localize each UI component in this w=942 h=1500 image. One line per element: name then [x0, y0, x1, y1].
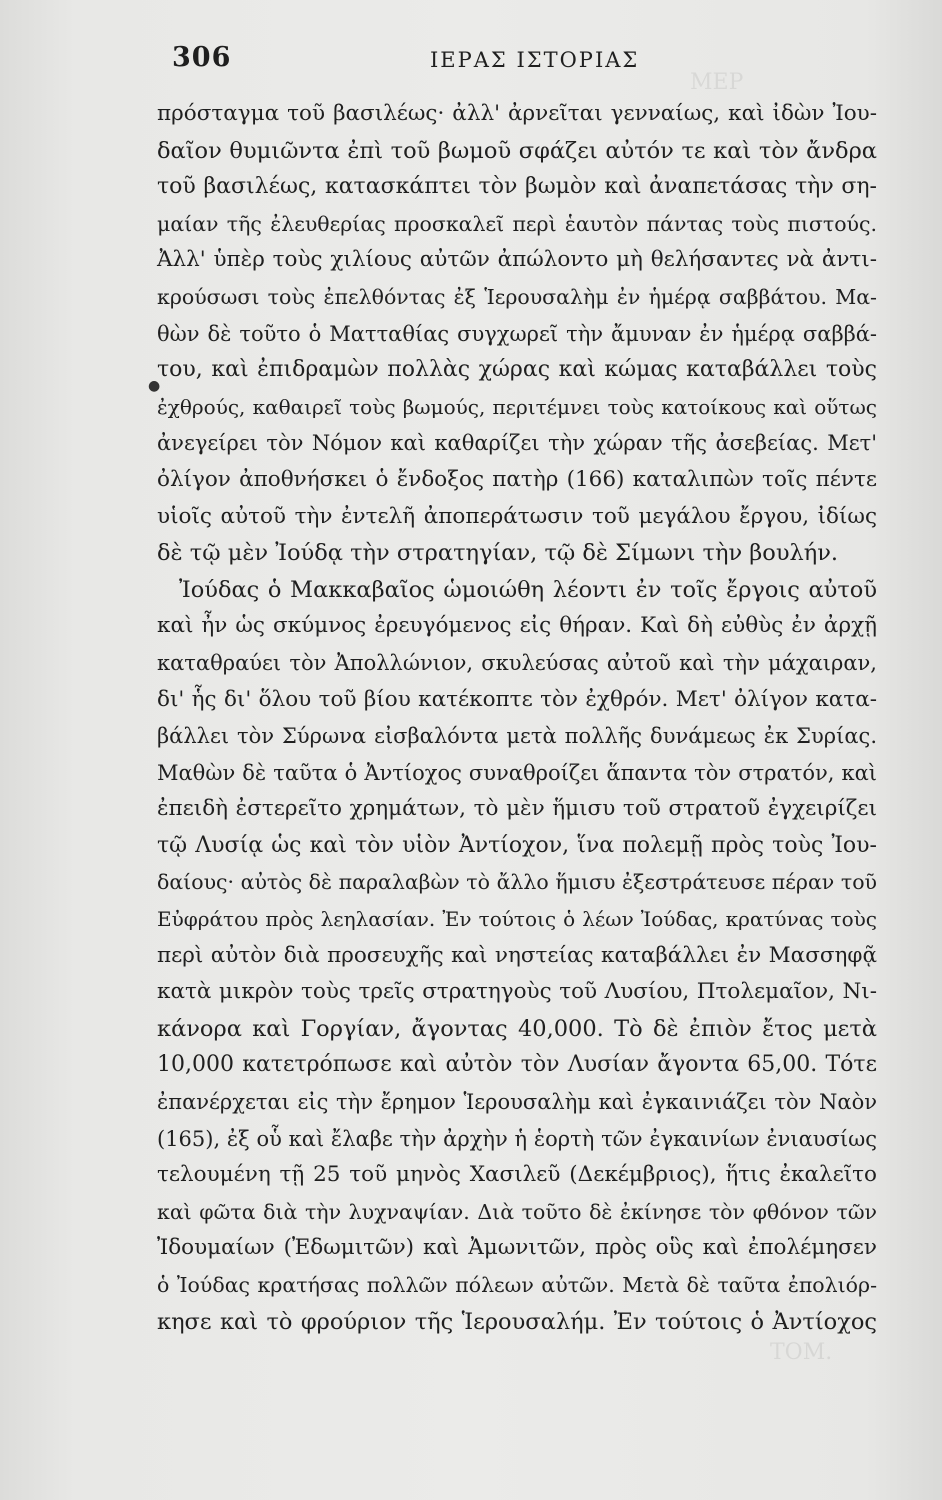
text-line: δαῖον θυμιῶντα ἐπὶ τοῦ βωμοῦ σφάζει αὐτόν τε καὶ τὸν ἄνδρα: [157, 137, 877, 164]
page-number: 306: [172, 42, 232, 73]
page-header: [172, 42, 872, 78]
show-through-mark: ΤΟΜ.: [770, 1340, 833, 1365]
text-line: 10,000 κατετρόπωσε καὶ αὐτὸν τὸν Λυσίαν ἄγοντα 65,00. Τότε: [157, 1052, 877, 1078]
ink-spot-icon: ●: [148, 378, 161, 394]
text-line: δι' ἧς δι' ὅλου τοῦ βίου κατέκοπτε τὸν ἐχθρόν. Μετ' ὀλίγον κατα-: [157, 686, 877, 712]
text-line: τῷ Λυσίᾳ ὡς καὶ τὸν υἱὸν Ἀντίοχον, ἵνα πολεμῇ πρὸς τοὺς Ἰου-: [157, 832, 877, 858]
running-title: ΙΕΡΑΣ ΙΣΤΟΡΙΑΣ: [430, 48, 640, 72]
text-line: καὶ ἦν ὡς σκύμνος ἐρευγόμενος εἰς θήραν. Καὶ δὴ εὐθὺς ἐν ἀρχῇ: [157, 613, 877, 639]
text-line: πρόσταγμα τοῦ βασιλέως· ἀλλ' ἀρνεῖται γενναίως, καὶ ἰδὼν Ἰου-: [157, 101, 877, 126]
text-line: κατὰ μικρὸν τοὺς τρεῖς στρατηγοὺς τοῦ Λυσίου, Πτολεμαῖον, Νι-: [157, 979, 877, 1005]
text-line: ἐπειδὴ ἐστερεῖτο χρημάτων, τὸ μὲν ἥμισυ τοῦ στρατοῦ ἐγχειρίζει: [157, 796, 877, 822]
text-line: ὁ Ἰούδας κρατήσας πολλῶν πόλεων αὐτῶν. Μετὰ δὲ ταῦτα ἐπολιόρ-: [157, 1273, 877, 1297]
text-line: ἐπανέρχεται εἰς τὴν ἔρημον Ἱερουσαλὴμ καὶ ἐγκαινιάζει τὸν Ναὸν: [157, 1090, 877, 1115]
text-line: (165), ἐξ οὗ καὶ ἔλαβε τὴν ἀρχὴν ἡ ἑορτὴ τῶν ἐγκαινίων ἐνιαυσίως: [157, 1126, 877, 1151]
show-through-mark: ΜΕΡ: [690, 70, 744, 95]
text-line: του, καὶ ἐπιδραμὼν πολλὰς χώρας καὶ κώμας καταβάλλει τοὺς: [157, 357, 877, 383]
text-line: Ἰδουμαίων (Ἐδωμιτῶν) καὶ Ἀμωνιτῶν, πρὸς οὓς καὶ ἐπολέμησεν: [157, 1235, 877, 1261]
text-line: θὼν δὲ τοῦτο ὁ Ματταθίας συγχωρεῖ τὴν ἄμυναν ἐν ἡμέρᾳ σαββά-: [157, 321, 877, 346]
text-line: βάλλει τὸν Σύρωνα εἰσβαλόντα μετὰ πολλῆς δυνάμεως ἐκ Συρίας.: [157, 724, 877, 749]
text-line: περὶ αὐτὸν διὰ προσευχῆς καὶ νηστείας καταβάλλει ἐν Μασσηφᾷ: [157, 942, 877, 968]
text-line: δὲ τῷ μὲν Ἰούδᾳ τὴν στρατηγίαν, τῷ δὲ Σίμωνι τὴν βουλήν.: [157, 540, 839, 567]
text-line: καὶ φῶτα διὰ τὴν λυχναψίαν. Διὰ τοῦτο δὲ ἐκίνησε τὸν φθόνον τῶν: [157, 1199, 877, 1224]
text-line: υἱοῖς αὐτοῦ τὴν ἐντελῆ ἀποπεράτωσιν τοῦ μεγάλου ἔργου, ἰδίως: [157, 503, 877, 529]
text-line: καταθραύει τὸν Ἀπολλώνιον, σκυλεύσας αὐτοῦ καὶ τὴν μάχαιραν,: [157, 650, 877, 675]
text-line: Μαθὼν δὲ ταῦτα ὁ Ἀντίοχος συναθροίζει ἅπαντα τὸν στρατόν, καὶ: [157, 760, 877, 785]
text-line: Εὐφράτου πρὸς λεηλασίαν. Ἐν τούτοις ὁ λέων Ἰούδας, κρατύνας τοὺς: [157, 907, 877, 932]
text-line: Ἀλλ' ὑπὲρ τοὺς χιλίους αὐτῶν ἀπώλοντο μὴ θελήσαντες νὰ ἀντι-: [157, 247, 877, 273]
text-line: δαίους· αὐτὸς δὲ παραλαβὼν τὸ ἄλλο ἥμισυ ἐξεστράτευσε πέραν τοῦ: [157, 870, 877, 895]
text-line: μαίαν τῆς ἐλευθερίας προσκαλεῖ περὶ ἑαυτὸν πάντας τοὺς πιστούς.: [157, 211, 877, 236]
text-line: τοῦ βασιλέως, κατασκάπτει τὸν βωμὸν καὶ ἀναπετάσας τὴν ση-: [157, 174, 877, 200]
text-line: κρούσωσι τοὺς ἐπελθόντας ἐξ Ἱερουσαλὴμ ἐν ἡμέρᾳ σαββάτου. Μα-: [157, 284, 877, 309]
body-text: [157, 96, 877, 1340]
text-line: κάνορα καὶ Γοργίαν, ἄγοντας 40,000. Τὸ δὲ ἐπιὸν ἔτος μετὰ: [157, 1015, 877, 1042]
text-line: ἐχθρούς, καθαιρεῖ τοὺς βωμούς, περιτέμνει τοὺς κατοίκους καὶ οὕτως: [157, 394, 877, 419]
text-line: ἀνεγείρει τὸν Νόμον καὶ καθαρίζει τὴν χώραν τῆς ἀσεβείας. Μετ': [157, 431, 877, 456]
text-line: Ἰούδας ὁ Μακκαβαῖος ὡμοιώθη λέοντι ἐν τοῖς ἔργοις αὐτοῦ: [179, 576, 877, 603]
text-line: ὀλίγον ἀποθνήσκει ὁ ἔνδοξος πατὴρ (166) καταλιπὼν τοῖς πέντε: [157, 466, 877, 492]
text-line: κησε καὶ τὸ φρούριον τῆς Ἱερουσαλήμ. Ἐν τούτοις ὁ Ἀντίοχος: [157, 1308, 877, 1335]
text-line: τελουμένη τῇ 25 τοῦ μηνὸς Χασιλεῦ (Δεκέμβριος), ἥτις ἐκαλεῖτο: [157, 1162, 877, 1188]
